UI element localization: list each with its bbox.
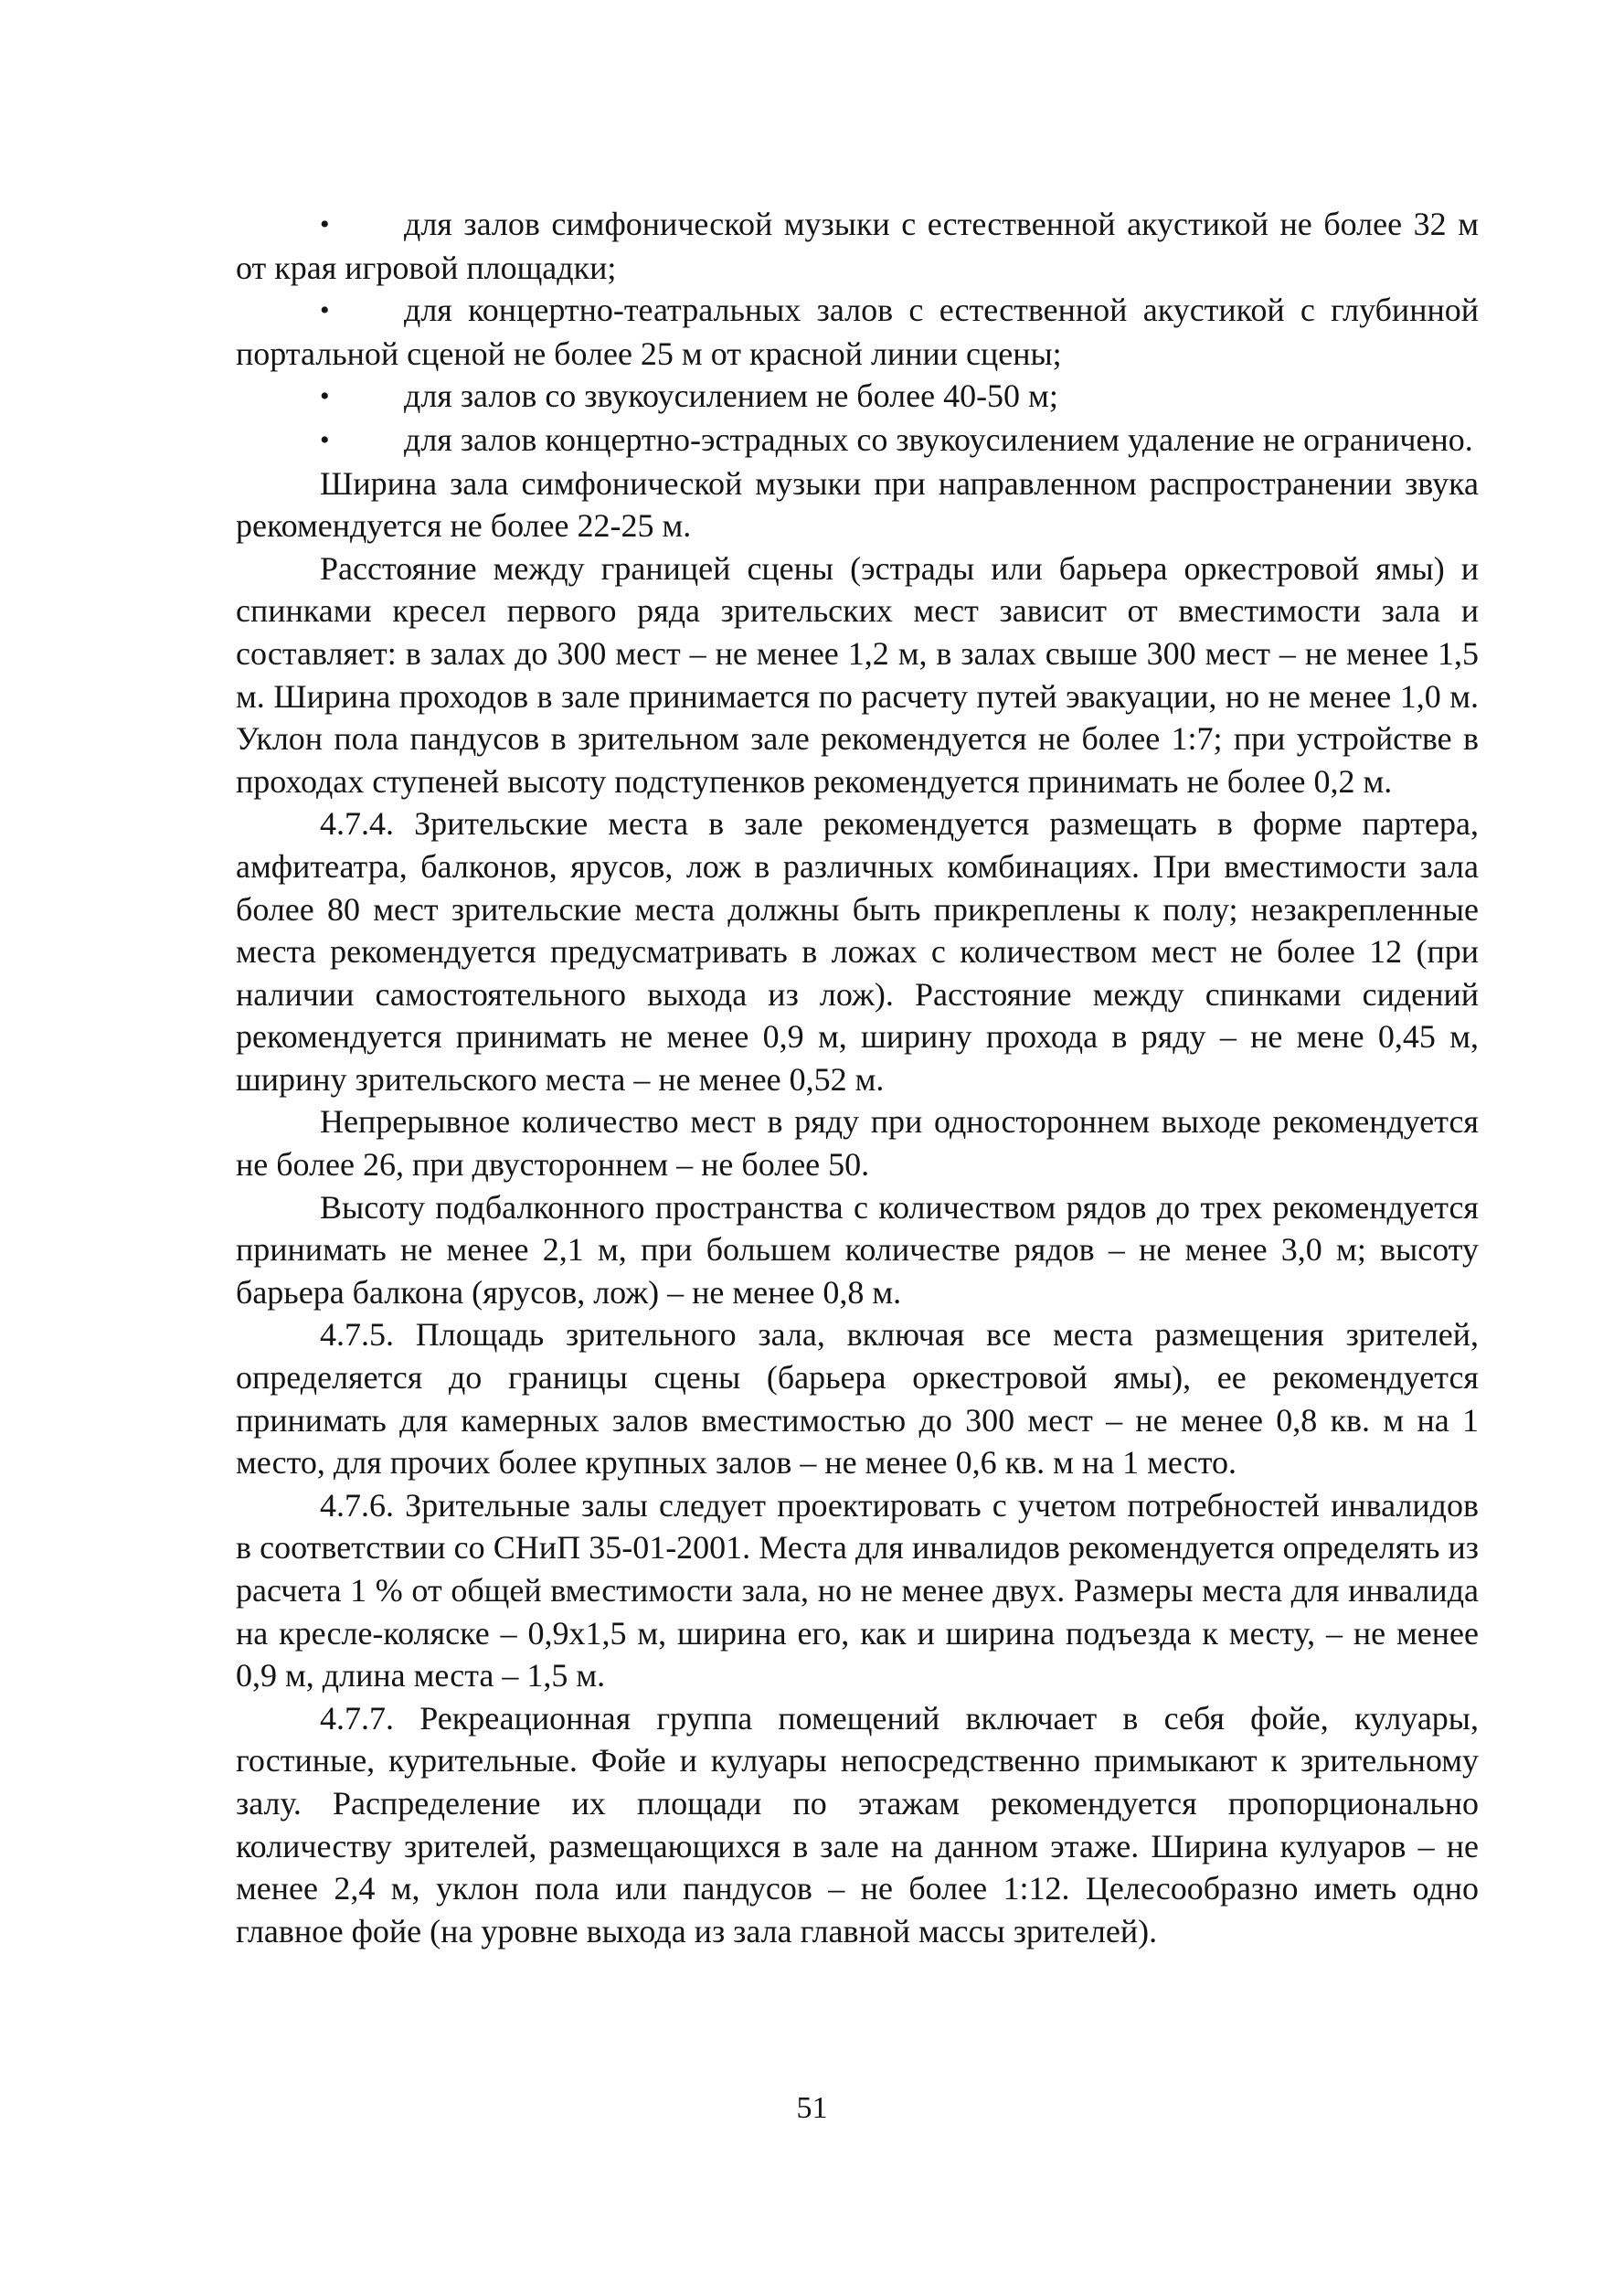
bullet-text: для залов со звукоусилением не более 40-50 м; bbox=[404, 377, 1058, 415]
bullet-icon: • bbox=[320, 295, 330, 326]
bullet-icon: • bbox=[320, 381, 330, 412]
bullet-item bbox=[236, 375, 1479, 419]
paragraph-stage-distance: Расстояние между границей сцены (эстрады или барьера оркестровой ямы) и спинками кресел первого ряда зрительских мест зависит от вместимости зала и составляет: в залах до 300 мест – не менее 1,2 м, в залах свыше 300 мест – не менее 1,5 м. Ширина проходов в зале принимается по расчету путей эвакуации, но не менее 1,0 м. Уклон пола пандусов в зрительном зале рекомендуется не более 1:7; при устройстве в проходах ступеней высоту подступенков рекомендуется принимать не более 0,2 м. bbox=[236, 549, 1479, 800]
paragraph-section-4-7-6: 4.7.6. Зрительные залы следует проектировать с учетом потребностей инвалидов в соответствии со СНиП 35-01-2001. Места для инвалидов рекомендуется определять из расчета 1 % от общей вместимости зала, но не менее двух. Размеры места для инвалида на кресле-коляске – 0,9х1,5 м, ширина его, как и ширина подъезда к месту, – не менее 0,9 м, длина места – 1,5 м. bbox=[236, 1486, 1479, 1694]
paragraph-seats-in-row: Непрерывное количество мест в ряду при одностороннем выходе рекомендуется не более 26, при двустороннем – не более 50. bbox=[236, 1103, 1479, 1184]
paragraph-balcony-height: Высоту подбалконного пространства с количеством рядов до трех рекомендуется принимать не менее 2,1 м, при большем количестве рядов – не менее 3,0 м; высоту барьера балкона (ярусов, лож) – не менее 0,8 м. bbox=[236, 1188, 1479, 1311]
paragraph-section-4-7-4: 4.7.4. Зрительские места в зале рекомендуется размещать в форме партера, амфитеатра, балконов, ярусов, лож в различных комбинациях. При вместимости зала более 80 мест зрительские места должны быть прикреплены к полу; незакрепленные места рекомендуется предусматривать в ложах с количеством мест не более 12 (при наличии самостоятельного выхода из лож). Расстояние между спинками сидений рекомендуется принимать не менее 0,9 м, ширину прохода в ряду – не мене 0,45 м, ширину зрительского места – не менее 0,52 м. bbox=[236, 805, 1479, 1098]
bullet-text: для залов симфонической музыки с естественной акустикой не более 32 м от края игровой площадки; bbox=[236, 206, 1479, 286]
bullet-text: для залов концертно-эстрадных со звукоусилением удаление не ограничено. bbox=[404, 420, 1473, 458]
bullet-icon: • bbox=[320, 424, 330, 455]
paragraph-hall-width: Ширина зала симфонической музыки при направленном распространении звука рекомендуется не более 22-25 м. bbox=[236, 464, 1479, 545]
document-page bbox=[236, 203, 1479, 1952]
bullet-item bbox=[236, 419, 1479, 462]
page-number: 51 bbox=[796, 2091, 828, 2125]
bullet-item bbox=[236, 289, 1479, 375]
bullet-icon: • bbox=[320, 209, 330, 239]
paragraph-section-4-7-5: 4.7.5. Площадь зрительного зала, включая все места размещения зрителей, определяется до границы сцены (барьера оркестровой ямы), ее рекомендуется принимать для камерных залов вместимостью до 300 мест – не менее 0,8 кв. м на 1 место, для прочих более крупных залов – не менее 0,6 кв. м на 1 место. bbox=[236, 1316, 1479, 1482]
bullet-text: для концертно-театральных залов с естественной акустикой с глубинной портальной сценой не более 25 м от красной линии сцены; bbox=[236, 292, 1479, 372]
bullet-item bbox=[236, 203, 1479, 289]
paragraph-section-4-7-7: 4.7.7. Рекреационная группа помещений включает в себя фойе, кулуары, гостиные, курительные. Фойе и кулуары непосредственно примыкают к зрительному залу. Распределение их площади по этажам рекомендуется пропорционально количеству зрителей, размещающихся в зале на данном этаже. Ширина кулуаров – не менее 2,4 м, уклон пола или пандусов – не более 1:12. Целесообразно иметь одно главное фойе (на уровне выхода из зала главной массы зрителей). bbox=[236, 1699, 1479, 1949]
